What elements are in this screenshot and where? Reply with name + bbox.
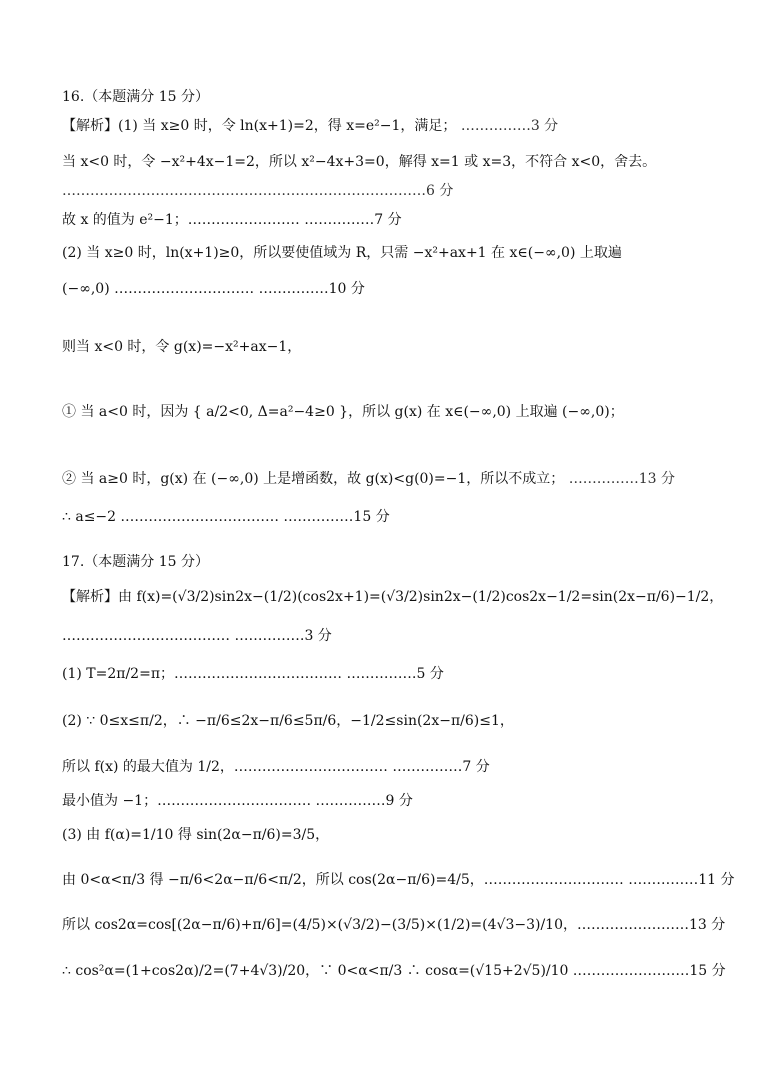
p17-line-10: ∴ cos²α=(1+cos2α)/2=(7+4√3)/20，∵ 0<α<π/3 ∴ cosα=(√15+2√5)/10 .……………………15 分: [62, 963, 726, 979]
p17-line-4: (2) ∵ 0≤x≤π/2，∴ −π/6≤2x−π/6≤5π/6，−1/2≤sin(2x−π/6)≤1，: [62, 713, 514, 729]
problem-16-title: 16.（本题满分 15 分）: [62, 89, 209, 105]
p16-line-1-score: ……………3 分: [460, 118, 559, 134]
p17-line-9: 所以 cos2α=cos[(2α−π/6)+π/6]=(4/5)×(√3/2)−(3/5)×(1/2)=(4√3−3)/10，……………………13 分: [62, 917, 726, 933]
p16-line-2: 当 x<0 时，令 −x²+4x−1=2，所以 x²−4x+3=0，解得 x=1 或 x=3，不符合 x<0，舍去。: [62, 154, 657, 170]
p16-line-9-score: ……………13 分: [568, 471, 675, 487]
p16-line-8: ① 当 a<0 时，因为 { a/2<0, Δ=a²−4≥0 }，所以 g(x) 在 x∈(−∞,0) 上取遍 (−∞,0)；: [62, 404, 624, 420]
p16-line-5: (2) 当 x≥0 时，ln(x+1)≥0，所以要使值域为 R，只需 −x²+ax+1 在 x∈(−∞,0) 上取遍: [62, 245, 622, 261]
p16-line-6: (−∞,0) ………………………… ……………10 分: [62, 281, 365, 297]
p16-line-4: 故 x 的值为 e²−1；…………………… ……………7 分: [62, 212, 402, 228]
p16-line-9-text: ② 当 a≥0 时，g(x) 在 (−∞,0) 上是增函数，故 g(x)<g(0)=−1，所以不成立；: [62, 471, 565, 487]
p16-line-1: [62, 117, 720, 135]
problem-17-title: 17.（本题满分 15 分）: [62, 554, 209, 570]
p16-line-1-text: 【解析】(1) 当 x≥0 时，令 ln(x+1)=2，得 x=e²−1，满足；: [62, 118, 457, 134]
p17-line-5: 所以 f(x) 的最大值为 1/2，…………………………… ……………7 分: [62, 759, 490, 775]
p17-line-6: 最小值为 −1；…………………………… ……………9 分: [62, 793, 413, 809]
p17-line-2: ……………………………… ……………3 分: [62, 628, 332, 644]
p16-line-7: 则当 x<0 时，令 g(x)=−x²+ax−1，: [62, 339, 302, 355]
p17-line-7: (3) 由 f(α)=1/10 得 sin(2α−π/6)=3/5，: [62, 827, 330, 843]
p17-line-8: 由 0<α<π/3 得 −π/6<2α−π/6<π/2，所以 cos(2α−π/6)=4/5，………………………… ……………11 分: [62, 872, 735, 888]
p16-line-10: ∴ a≤−2 .…………………………… ……………15 分: [62, 509, 390, 525]
p17-line-3: (1) T=2π/2=π；……………………………… ……………5 分: [62, 666, 444, 682]
p16-line-9: [62, 470, 720, 488]
p17-line-1: 【解析】由 f(x)=(√3/2)sin2x−(1/2)(cos2x+1)=(√3/2)sin2x−(1/2)cos2x−1/2=sin(2x−π/6)−1/2，: [62, 589, 724, 605]
p16-line-3-score: ……………………………………………………………………6 分: [62, 183, 454, 199]
